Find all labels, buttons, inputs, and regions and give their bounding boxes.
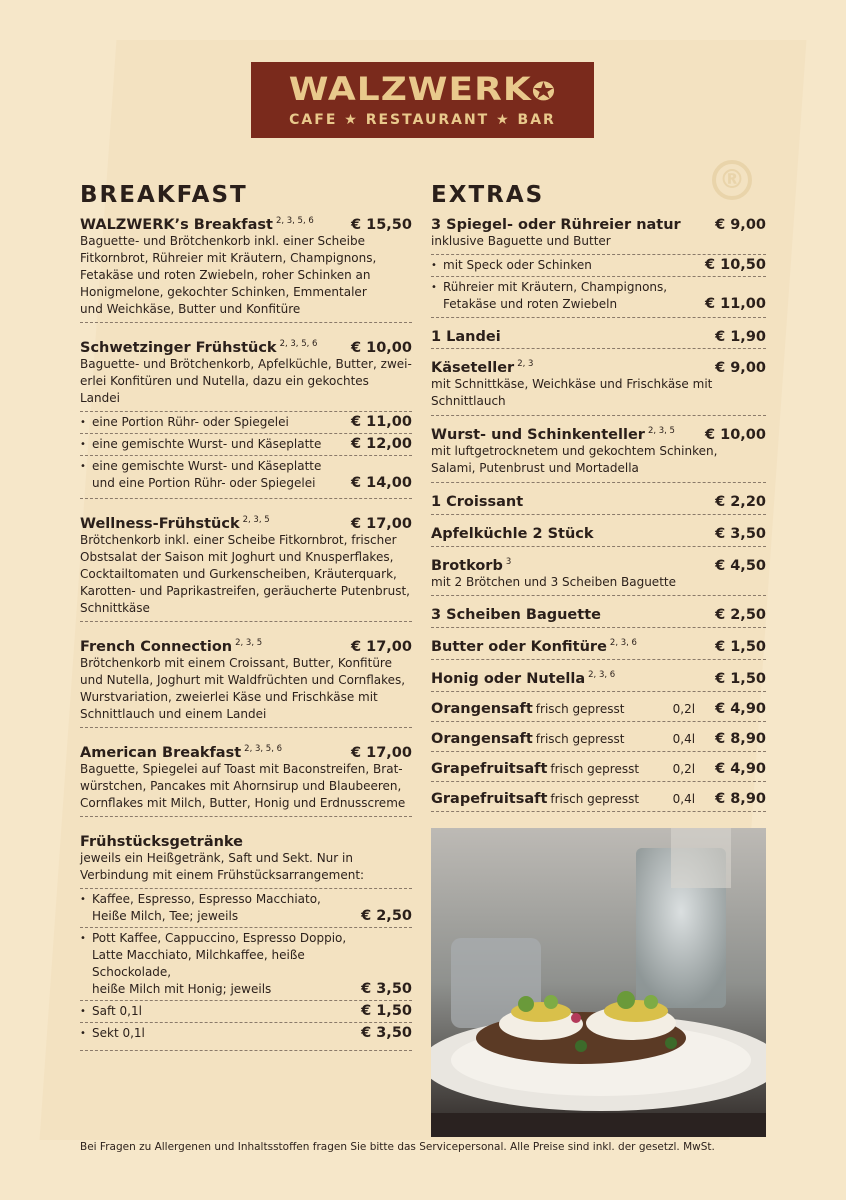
option-price: € 3,50 (361, 1025, 412, 1041)
menu-item-title (431, 698, 624, 717)
menu-item-row (431, 523, 766, 542)
menu-item-description (431, 443, 766, 477)
option-price: € 2,50 (361, 908, 412, 924)
allergen-footer-note: Bei Fragen zu Allergenen und Inhaltsstoffen fragen Sie bitte das Servicepersonal. Alle Preise sind inkl. der gesetzl. MwSt. (80, 1141, 715, 1153)
breakfast-photo (431, 828, 766, 1137)
menu-item-price-group (351, 742, 412, 761)
extras-column (431, 182, 766, 812)
option-line: • Sekt 0,1l (92, 1026, 145, 1040)
menu-item-description (431, 574, 766, 591)
menu-item-tag: frisch gepresst (550, 792, 640, 806)
menu-item-allergens: 2, 3, 5, 6 (244, 743, 283, 754)
option-text (80, 458, 321, 492)
menu-item-price: € 8,90 (715, 791, 766, 807)
menu-item-row (80, 742, 412, 761)
menu-item (431, 483, 766, 515)
menu-item-price-group (351, 513, 412, 532)
menu-item (80, 728, 412, 817)
menu-item-allergens: 2, 3, 5, 6 (279, 338, 318, 349)
menu-item-option (80, 1000, 412, 1022)
option-line: Heiße Milch, Tee; jeweils (92, 909, 239, 923)
option-line: • eine gemischte Wurst- und Käseplatte (92, 437, 322, 451)
description-line: mit luftgetrocknetem und gekochtem Schinken, (431, 444, 718, 458)
menu-item-allergens: 2, 3, 5 (235, 637, 263, 648)
logo-subtitle: CAFE ★ RESTAURANT ★ BAR (289, 112, 556, 128)
menu-item-price: € 4,50 (715, 558, 766, 574)
option-line: • eine Portion Rühr- oder Spiegelei (92, 415, 289, 429)
menu-item-title (431, 424, 675, 443)
menu-item-name: Schwetzinger Frühstück (80, 340, 277, 356)
description-line: Schnittlauch (431, 394, 506, 408)
option-price: € 12,00 (350, 436, 412, 452)
menu-item-option (80, 455, 412, 494)
option-line: Latte Macchiato, Milchkaffee, heiße Schockolade, (92, 948, 305, 979)
menu-item-option (80, 411, 412, 433)
option-line: • Saft 0,1l (92, 1004, 142, 1018)
extras-list (431, 208, 766, 812)
menu-item-row (80, 214, 412, 233)
menu-item-price-group (673, 758, 766, 777)
menu-item-title (80, 636, 262, 655)
menu-item-name: Grapefruitsaft (431, 791, 548, 807)
description-line: jeweils ein Heißgetränk, Saft und Sekt. Nur in (80, 851, 353, 865)
walzwerk-logo (251, 62, 594, 138)
menu-item-row (431, 555, 766, 574)
menu-item-title (431, 326, 501, 345)
description-line: Cornflakes mit Milch, Butter, Honig und Erdnusscreme (80, 796, 406, 810)
menu-item-price: € 4,90 (715, 701, 766, 717)
menu-item-price-group (351, 214, 412, 233)
breakfast-column (80, 182, 412, 1051)
description-line: Brötchenkorb mit einem Croissant, Butter, Konfitüre (80, 656, 392, 670)
menu-item-options (80, 411, 412, 494)
menu-item-price-group (715, 523, 766, 542)
menu-item-price: € 4,90 (715, 761, 766, 777)
menu-item-name: Wellness-Frühstück (80, 516, 240, 532)
menu-item (80, 499, 412, 622)
menu-item-price-group (715, 357, 766, 376)
menu-item-title (431, 523, 594, 542)
menu-item-row (431, 698, 766, 717)
option-line: und eine Portion Rühr- oder Spiegelei (92, 476, 316, 490)
menu-item (431, 318, 766, 349)
description-line: Obstsalat der Saison mit Joghurt und Knusperflakes, (80, 550, 394, 564)
menu-item-name: Orangensaft (431, 731, 533, 747)
menu-item-title (431, 491, 523, 510)
description-line: Cocktailtomaten und Gurkenscheiben, Kräuterquark, (80, 567, 397, 581)
menu-item-row (431, 758, 766, 777)
menu-item-name: Apfelküchle 2 Stück (431, 526, 594, 542)
description-line: und Nutella, Joghurt mit Waldfrüchten und Cornflakes, (80, 673, 406, 687)
logo-brand: WALZWERK (288, 71, 532, 109)
menu-item-title (80, 214, 314, 233)
menu-item-title (431, 555, 511, 574)
description-line: mit Schnittkäse, Weichkäse und Frischkäse mit (431, 377, 713, 391)
menu-item-title (431, 758, 639, 777)
menu-item-name: Brotkorb (431, 558, 503, 574)
menu-item-price-group (715, 668, 766, 687)
option-line: Fetakäse und roten Zwiebeln (443, 297, 618, 311)
menu-item (80, 208, 412, 323)
menu-item-price-group (705, 424, 766, 443)
menu-item-name: 3 Scheiben Baguette (431, 607, 601, 623)
description-line: Baguette, Spiegelei auf Toast mit Baconstreifen, Brat- (80, 762, 403, 776)
menu-item-option (80, 927, 412, 1000)
menu-item-price-group (715, 636, 766, 655)
menu-item-price: € 9,00 (715, 217, 766, 233)
menu-item-price: € 17,00 (350, 639, 412, 655)
description-line: inklusive Baguette und Butter (431, 234, 611, 248)
menu-item-row (80, 513, 412, 532)
menu-item (431, 628, 766, 660)
option-line: • Pott Kaffee, Cappuccino, Espresso Doppio, (92, 931, 347, 945)
menu-item-volume: 0,4l (672, 732, 696, 746)
menu-item-description (431, 376, 766, 410)
breakfast-list (80, 208, 412, 1051)
menu-item-price: € 1,50 (715, 671, 766, 687)
option-line: • Rühreier mit Kräutern, Champignons, (443, 280, 668, 294)
option-text (80, 930, 361, 998)
menu-item-allergens: 2, 3, 5 (242, 514, 270, 525)
option-text (80, 1025, 145, 1042)
menu-item-options (80, 888, 412, 1044)
option-price: € 10,50 (704, 257, 766, 273)
menu-item-name: Honig oder Nutella (431, 671, 586, 687)
menu-item (431, 208, 766, 318)
menu-item-price: € 9,00 (715, 360, 766, 376)
menu-item-price: € 17,00 (350, 745, 412, 761)
menu-item-row (431, 424, 766, 443)
menu-item-option (80, 888, 412, 927)
menu-item-allergens: 2, 3, 5 (647, 425, 675, 436)
menu-item-volume: 0,2l (672, 702, 696, 716)
option-line: heiße Milch mit Honig; jeweils (92, 982, 272, 996)
menu-item-price: € 1,50 (715, 639, 766, 655)
menu-item-name: Frühstücksgetränke (80, 834, 244, 850)
menu-item (431, 782, 766, 812)
menu-item-row (431, 788, 766, 807)
menu-item (431, 752, 766, 782)
menu-item-title (431, 357, 533, 376)
menu-item (431, 416, 766, 483)
menu-item-option (431, 254, 766, 276)
option-price: € 1,50 (361, 1003, 412, 1019)
menu-item-price-group (715, 491, 766, 510)
menu-item-title (80, 831, 243, 850)
menu-item-price-group (715, 214, 766, 233)
menu-item-description (80, 850, 412, 884)
menu-item-allergens: 2, 3, 6 (588, 669, 616, 680)
menu-item-description (80, 356, 412, 407)
menu-item (431, 660, 766, 692)
menu-item-price: € 3,50 (715, 526, 766, 542)
menu-item-allergens: 2, 3 (517, 358, 534, 369)
description-line: Salami, Putenbrust und Mortadella (431, 461, 639, 475)
option-line: • Kaffee, Espresso, Espresso Macchiato, (92, 892, 321, 906)
option-price: € 11,00 (704, 296, 766, 312)
option-text (431, 257, 592, 274)
menu-item-price-group (673, 698, 766, 717)
menu-item-title (431, 668, 615, 687)
option-price: € 3,50 (361, 981, 412, 997)
breakfast-title: BREAKFAST (80, 182, 248, 208)
menu-item-options (431, 254, 766, 315)
description-line: erlei Konfitüren und Nutella, dazu ein gekochtes Landei (80, 374, 369, 405)
menu-item-description (80, 761, 412, 812)
menu-item-title (431, 788, 639, 807)
menu-item-price-group (715, 604, 766, 623)
menu-item-description (80, 532, 412, 617)
menu-item-name: Butter oder Konfitüre (431, 639, 607, 655)
menu-item (431, 692, 766, 722)
menu-item-row (431, 491, 766, 510)
menu-item-name: 1 Croissant (431, 494, 524, 510)
menu-item-price: € 10,00 (704, 427, 766, 443)
description-line: Verbindung mit einem Frühstücksarrangement: (80, 868, 365, 882)
option-text (80, 414, 289, 431)
menu-item-name: 1 Landei (431, 329, 501, 345)
description-line: Baguette- und Brötchenkorb inkl. einer Scheibe (80, 234, 365, 248)
option-price: € 11,00 (350, 414, 412, 430)
menu-item-price-group (351, 337, 412, 356)
menu-item-price: € 10,00 (350, 340, 412, 356)
description-line: Wurstvariation, zweierlei Käse und Frischkäse mit (80, 690, 378, 704)
menu-item-allergens: 2, 3, 5, 6 (275, 215, 314, 226)
menu-item-row (80, 831, 412, 850)
menu-item-row (80, 636, 412, 655)
menu-item-price: € 2,50 (715, 607, 766, 623)
menu-item (431, 596, 766, 628)
menu-item-row (431, 728, 766, 747)
logo-star-icon: ✪ (531, 76, 557, 107)
menu-item-name: Wurst- und Schinkenteller (431, 427, 645, 443)
option-text (80, 1003, 142, 1020)
menu-item-name: 3 Spiegel- oder Rühreier natur (431, 217, 681, 233)
menu-item-row (80, 337, 412, 356)
menu-item-row (431, 214, 766, 233)
menu-item-tag: frisch gepresst (535, 732, 625, 746)
menu-item-row (431, 357, 766, 376)
menu-item-name: American Breakfast (80, 745, 242, 761)
menu-item-allergens: 2, 3, 6 (609, 637, 637, 648)
option-price: € 14,00 (350, 475, 412, 491)
menu-item-row (431, 326, 766, 345)
description-line: und Weichkäse, Butter und Konfitüre (80, 302, 301, 316)
description-line: Schnittlauch und einem Landei (80, 707, 267, 721)
option-text (80, 436, 321, 453)
description-line: würstchen, Pancakes mit Ahornsirup und Blaubeeren, (80, 779, 402, 793)
menu-item-name: WALZWERK’s Breakfast (80, 217, 273, 233)
description-line: Brötchenkorb inkl. einer Scheibe Fitkornbrot, frischer (80, 533, 397, 547)
menu-item (431, 722, 766, 752)
menu-item-allergens: 3 (505, 556, 512, 567)
menu-item-row (431, 604, 766, 623)
menu-item-volume: 0,4l (672, 792, 696, 806)
extras-title: EXTRAS (431, 182, 545, 208)
menu-item-option (80, 433, 412, 455)
photo-illustration (431, 828, 766, 1137)
registered-mark: ® (712, 160, 752, 200)
menu-item-price: € 15,50 (350, 217, 412, 233)
description-line: Honigmelone, gekochter Schinken, Emmentaler (80, 285, 367, 299)
menu-item (80, 323, 412, 499)
menu-item-title (80, 513, 270, 532)
description-line: Fitkornbrot, Rühreier mit Kräutern, Champignons, (80, 251, 377, 265)
menu-item-tag: frisch gepresst (535, 702, 625, 716)
description-line: Baguette- und Brötchenkorb, Apfelküchle, Butter, zwei- (80, 357, 412, 371)
menu-item-option (80, 1022, 412, 1044)
menu-item-description (80, 233, 412, 318)
menu-item-price-group (351, 636, 412, 655)
menu-item-price-group (673, 788, 766, 807)
menu-item-price: € 2,20 (715, 494, 766, 510)
description-line: Schnittkäse (80, 601, 150, 615)
menu-item-name: Käseteller (431, 360, 515, 376)
menu-item-description (80, 655, 412, 723)
menu-item-price-group (715, 326, 766, 345)
menu-item-row (431, 668, 766, 687)
menu-item-name: Grapefruitsaft (431, 761, 548, 777)
menu-item-title (80, 337, 317, 356)
option-line: • eine gemischte Wurst- und Käseplatte (92, 459, 322, 473)
menu-item-title (431, 214, 681, 233)
menu-item-price-group (715, 555, 766, 574)
menu-item-title (80, 742, 282, 761)
option-text (431, 279, 667, 313)
option-text (80, 891, 321, 925)
menu-item (431, 515, 766, 547)
menu-item-row (431, 636, 766, 655)
menu-item (80, 817, 412, 1051)
menu-item-name: Orangensaft (431, 701, 533, 717)
option-line: • mit Speck oder Schinken (443, 258, 592, 272)
menu-item-price: € 8,90 (715, 731, 766, 747)
menu-item-title (431, 636, 637, 655)
menu-item-price-group (673, 728, 766, 747)
menu-item (431, 547, 766, 596)
menu-item-option (431, 276, 766, 315)
menu-item-name: French Connection (80, 639, 233, 655)
menu-item (80, 622, 412, 728)
menu-item-title (431, 604, 601, 623)
menu-item-tag: frisch gepresst (550, 762, 640, 776)
menu-item-price: € 17,00 (350, 516, 412, 532)
menu-item-description (431, 233, 766, 250)
description-line: Karotten- und Paprikastreifen, geräucherte Putenbrust, (80, 584, 410, 598)
menu-item-price: € 1,90 (715, 329, 766, 345)
menu-item-volume: 0,2l (672, 762, 696, 776)
description-line: Fetakäse und roten Zwiebeln, roher Schinken an (80, 268, 371, 282)
description-line: mit 2 Brötchen und 3 Scheiben Baguette (431, 575, 676, 589)
menu-item (431, 349, 766, 416)
menu-item-title (431, 728, 624, 747)
